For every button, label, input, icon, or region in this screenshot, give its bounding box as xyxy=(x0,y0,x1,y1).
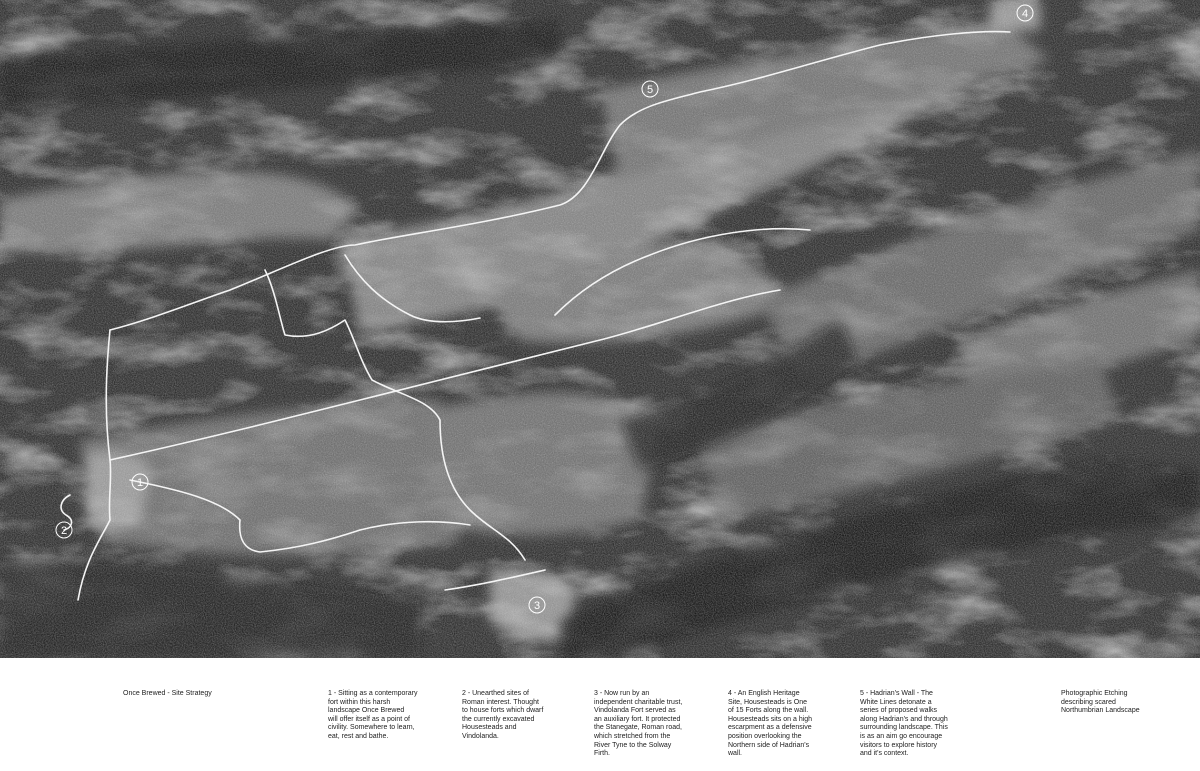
caption-site-4: 4 - An English Heritage Site, Housesteads is One of 15 Forts along the wall. Housesteads sits on a high escarpment as a defensive position overlooking the Northern side of Hadrian's wall. xyxy=(728,690,813,758)
caption-strip xyxy=(0,658,1200,771)
caption-site-2: 2 - Unearthed sites of Roman interest. Thought to house forts which dwarf the currently excavated Housesteads and Vindolanda. xyxy=(462,690,544,740)
caption-site-1: 1 - Sitting as a contemporary fort within this harsh landscape Once Brewed will offer itself as a point of civility. Somewhere to learn, eat, rest and bathe. xyxy=(328,690,418,740)
site-marker-4-label: 4 xyxy=(1021,8,1029,20)
caption-site-5: 5 - Hadrian's Wall - The White Lines detonate a series of proposed walks along Hadrian's and through surrounding landscape. This is as an aim go encourage visitors to explore history and it's context. xyxy=(860,690,948,758)
caption-site-3: 3 - Now run by an independent charitable trust, Vindolanda Fort served as an auxiliary fort. It protected the Stanegate, Roman road, which stretched from the River Tyne to the Solway Firth. xyxy=(594,690,683,758)
site-marker-3-label: 3 xyxy=(533,600,541,612)
site-marker-2-label: 2 xyxy=(60,525,68,537)
caption-etching: Photographic Etching describing scared Northumbrian Landscape xyxy=(1061,690,1140,715)
site-marker-1-label: 1 xyxy=(136,477,144,489)
site-marker-5-label: 5 xyxy=(646,84,654,96)
caption-title: Once Brewed - Site Strategy xyxy=(123,690,212,697)
